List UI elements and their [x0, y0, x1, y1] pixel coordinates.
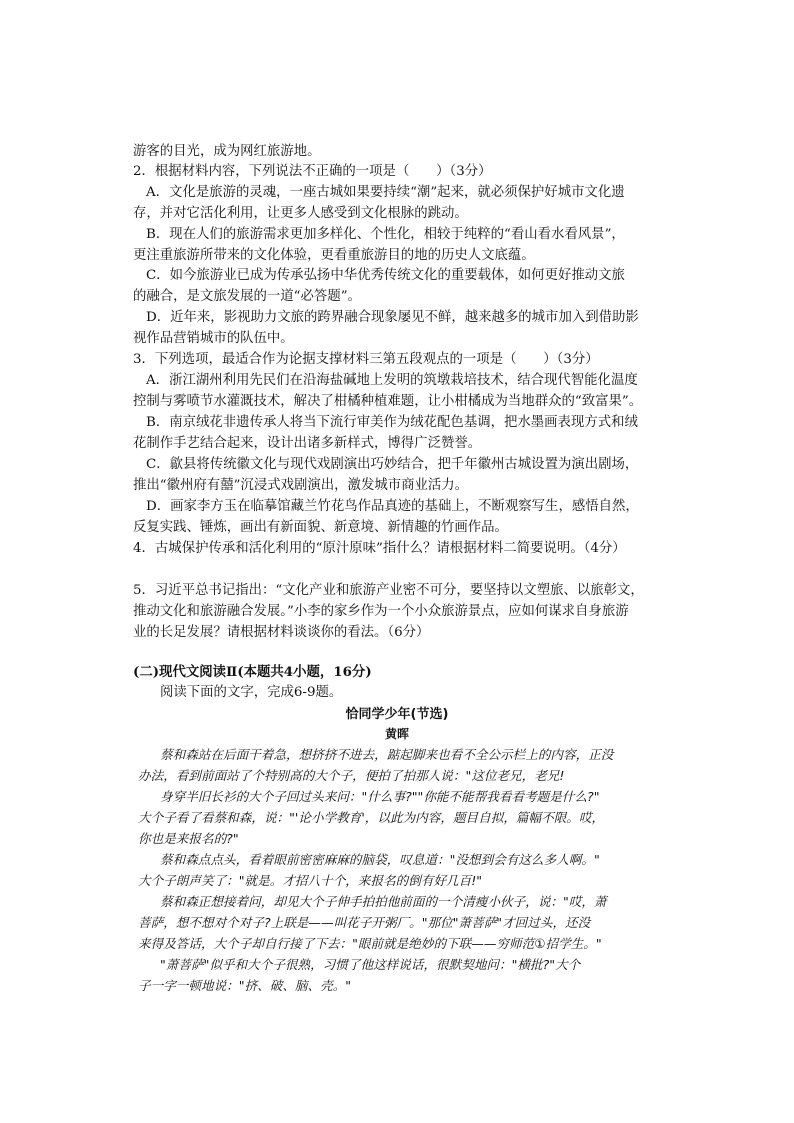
- q3-option-b-cont: 花制作手艺结合起来，设计出诸多新样式，博得广泛赞誉。: [133, 436, 482, 451]
- q2-option-a-cont: 存，并对它活化利用，让更多人感受到文化根脉的跳动。: [133, 206, 468, 221]
- question-3: 3．下列选项，最适合作为论据支撑材料三第五段观点的一项是（ ）（3分）: [133, 352, 599, 367]
- q3-option-a-cont: 控制与雾喷节水灌溉技术，解决了柑橘种植难题，让小柑橘成为当地群众的“致富果”。: [133, 394, 643, 409]
- question-2: 2．根据材料内容，下列说法不正确的一项是（ ）（3分）: [133, 164, 492, 179]
- story-line: 大个子朗声笑了："就是。才招八十个，来报名的倒有好几百!": [138, 873, 483, 888]
- story-line: 身穿半旧长衫的大个子回过头来问："什么事?""你能不能帮我看看考题是什么?": [160, 789, 600, 804]
- q3-option-c-cont: 推出“徽州府有囍”沉浸式戏剧演出，激发城市商业活力。: [133, 478, 469, 493]
- question-5: 5．习近平总书记指出：“文化产业和旅游产业密不可分，要坚持以文塑旅、以旅彰文，: [133, 583, 644, 598]
- section-heading: (二)现代文阅读Ⅱ(本题共4小题，16分): [133, 664, 372, 680]
- story-title: 恰同学少年(节选): [345, 707, 449, 722]
- story-line: 蔡和森点点头，看着眼前密密麻麻的脑袋，叹息道："没想到会有这么多人啊。": [160, 852, 600, 867]
- q3-option-c: C．歙县将传统徽文化与现代戏剧演出巧妙结合，把千年徽州古城设置为演出剧场，: [146, 457, 639, 472]
- q3-option-b: B．南京绒花非遗传承人将当下流行审美作为绒花配色基调，把水墨画表现方式和绒: [146, 415, 638, 430]
- question-5-cont2: 业的长足发展？请根据材料谈谈你的看法。（6分）: [133, 625, 430, 640]
- q2-option-c-cont: 的融合，是文旅发展的一道“必答题”。: [133, 289, 361, 304]
- text-line-continuation: 游客的目光，成为网红旅游地。: [133, 144, 321, 159]
- q3-option-d-cont: 反复实践、锤炼，画出有新面貌、新意境、新情趣的竹画作品。: [133, 520, 508, 535]
- story-line: 蔡和森站在后面干着急，想挤挤不进去，踮起脚来也看不全公示栏上的内容，正没: [160, 747, 614, 762]
- section-instruction: 阅读下面的文字，完成6-9题。: [160, 685, 343, 700]
- story-line: 子一字一顿地说："挤、破、脑、壳。": [138, 978, 352, 993]
- q2-option-c: C．如今旅游业已成为传承弘扬中华优秀传统文化的重要载体，如何更好推动文旅: [146, 268, 625, 283]
- q2-option-d-cont: 视作品营销城市的队伍中。: [133, 331, 294, 346]
- q2-option-b: B．现在人们的旅游需求更加多样化、个性化，相较于纯粹的“看山看水看风景”，: [146, 227, 625, 242]
- q2-option-b-cont: 更注重旅游所带来的文化体验，更看重旅游目的地的历史人文底蕴。: [133, 248, 535, 263]
- story-line: 蔡和森正想接着问，却见大个子伸手拍拍他前面的一个清瘦小伙子，说："哎，萧: [160, 894, 607, 909]
- story-line: "萧菩萨"似乎和大个子很熟，习惯了他这样说话，很默契地问："横批?"大个: [160, 957, 581, 972]
- question-5-cont: 推动文化和旅游融合发展。”小李的家乡作为一个小众旅游景点，应如何谋求自身旅游: [133, 604, 629, 619]
- story-line: 来得及答话，大个子却自行接了下去："眼前就是绝妙的下联——穷师范①招学生。": [138, 936, 602, 951]
- story-line: 办法，看到前面站了个特别高的大个子，便拍了拍那人说："这位老兄，老兄!: [138, 768, 565, 783]
- q3-option-a: A．浙江湖州利用先民们在沿海盐碱地上发明的筑墩栽培技术，结合现代智能化温度: [146, 373, 638, 388]
- story-line: 菩萨，想不想对个对子?上联是——叫花子开粥厂。"那位"萧菩萨"才回过头，还没: [138, 915, 591, 930]
- question-4: 4．古城保护传承和活化利用的“原汁原味”指什么？请根据材料二简要说明。（4分）: [133, 541, 626, 556]
- q3-option-d: D．画家李方玉在临摹馆藏兰竹花鸟作品真迹的基础上，不断观察写生，感悟自然，: [146, 499, 639, 514]
- story-line: 你也是来报名的?": [138, 831, 239, 846]
- q2-option-d: D．近年来，影视助力文旅的跨界融合现象屡见不鲜，越来越多的城市加入到借助影: [146, 310, 639, 325]
- story-author: 黄晖: [384, 727, 409, 741]
- q2-option-a: A．文化是旅游的灵魂，一座古城如果要持续“潮”起来，就必须保护好城市文化遗: [146, 185, 625, 200]
- story-line: 大个子看了看蔡和森，说："'论小学教育'，以此为内容，题目自拟，篇幅不限。哎，: [138, 810, 605, 825]
